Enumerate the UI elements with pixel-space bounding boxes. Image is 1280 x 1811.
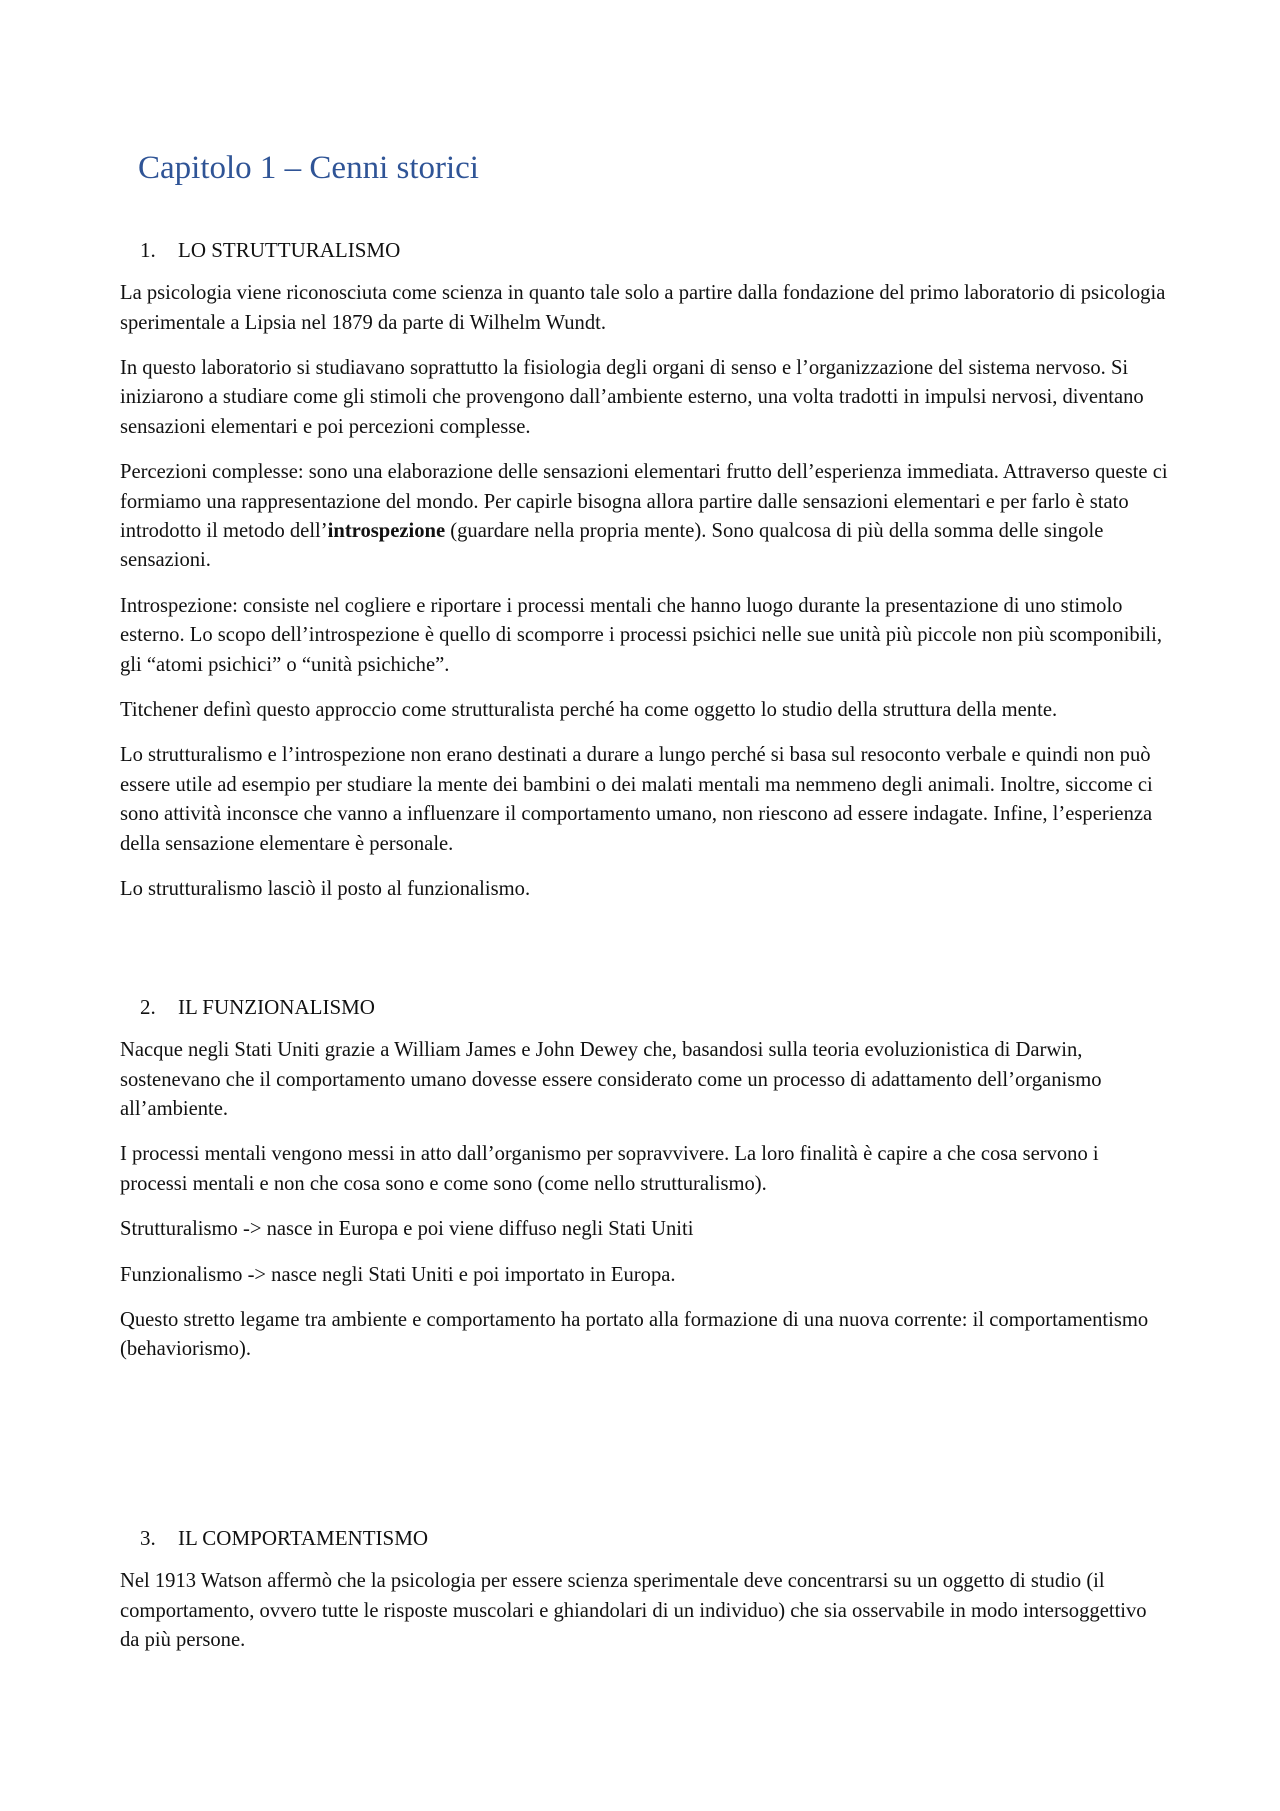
paragraph: Titchener definì questo approccio come strutturalista perché ha come oggetto lo studio della struttura della mente.: [120, 699, 1058, 722]
section-comportamentismo: [120, 1526, 1170, 1671]
section-heading: [140, 238, 1170, 263]
section-title: IL COMPORTAMENTISMO: [178, 1526, 429, 1550]
paragraph: I processi mentali vengono messi in atto dall’organismo per sopravvivere. La loro finalità è capire a che cosa servono i processi mentali e non che cosa sono e come sono (come nello strutturalismo).: [120, 1143, 1099, 1195]
section-title: LO STRUTTURALISMO: [178, 238, 401, 262]
paragraph: Funzionalismo -> nasce negli Stati Uniti e poi importato in Europa.: [120, 1263, 676, 1286]
section-number: 2.: [140, 995, 156, 1019]
section-heading: [140, 1526, 1170, 1551]
paragraph: Questo stretto legame tra ambiente e comportamento ha portato alla formazione di una nuova corrente: il comportamentismo (behaviorismo).: [120, 1309, 1149, 1361]
paragraph: Lo strutturalismo lasciò il posto al funzionalismo.: [120, 878, 531, 901]
section-number: 3.: [140, 1526, 156, 1550]
paragraph: Lo strutturalismo e l’introspezione non erano destinati a durare a lungo perché si basa sul resoconto verbale e quindi non può essere utile ad esempio per studiare la mente dei bambini o dei malati mentali ma nemmeno degli animali. Inoltre, siccome ci sono attività inconsce che vanno a influenzare il comportamento umano, non riescono ad essere indagate. Infine, l’esperienza della sensazione elementare è personale.: [120, 744, 1153, 855]
paragraph: Strutturalismo -> nasce in Europa e poi viene diffuso negli Stati Uniti: [120, 1218, 694, 1241]
section-heading: [140, 995, 1170, 1020]
paragraph: La psicologia viene riconosciuta come scienza in quanto tale solo a partire dalla fondazione del primo laboratorio di psicologia sperimentale a Lipsia nel 1879 da parte di Wilhelm Wundt.: [120, 282, 1166, 334]
section-funzionalismo: [120, 995, 1170, 1381]
section-title: IL FUNZIONALISMO: [178, 995, 375, 1019]
paragraph-text: (guardare nella propria mente). Sono qualcosa di più della somma delle singole sensazioni.: [120, 520, 1104, 572]
paragraph: In questo laboratorio si studiavano soprattutto la fisiologia degli organi di senso e l’organizzazione del sistema nervoso. Si iniziarono a studiare come gli stimoli che provengono dall’ambiente esterno, una volta tradotti in impulsi nervosi, diventano sensazioni elementari e poi percezioni complesse.: [120, 357, 1144, 438]
paragraph: [120, 458, 1170, 576]
section-strutturalismo: [120, 238, 1170, 921]
bold-term: introspezione: [327, 520, 446, 543]
paragraph: Introspezione: consiste nel cogliere e riportare i processi mentali che hanno luogo durante la presentazione di uno stimolo esterno. Lo scopo dell’introspezione è quello di scomporre i processi psichici nelle sue unità più piccole non più scomponibili, gli “atomi psichici” o “unità psichiche”.: [120, 594, 1163, 676]
chapter-title: Capitolo 1 – Cenni storici: [138, 150, 479, 186]
paragraph: Nacque negli Stati Uniti grazie a William James e John Dewey che, basandosi sulla teoria evoluzionistica di Darwin, sostenevano che il comportamento umano dovesse essere considerato come un processo di adattamento dell’organismo all’ambiente.: [120, 1039, 1102, 1120]
section-number: 1.: [140, 238, 156, 262]
paragraph-text: Percezioni complesse: sono una elaborazione delle sensazioni elementari frutto dell’esperienza immediata. Attraverso queste ci formiamo una rappresentazione del mondo. Per capirle bisogna allora partire dalle sensazioni elementari e per farlo è stato introdotto il metodo dell’: [120, 461, 1168, 543]
paragraph: Nel 1913 Watson affermò che la psicologia per essere scienza sperimentale deve concentrarsi su un oggetto di studio (il comportamento, ovvero tutte le risposte muscolari e ghiandolari di un individuo) che sia osservabile in modo intersoggettivo da più persone.: [120, 1570, 1147, 1651]
